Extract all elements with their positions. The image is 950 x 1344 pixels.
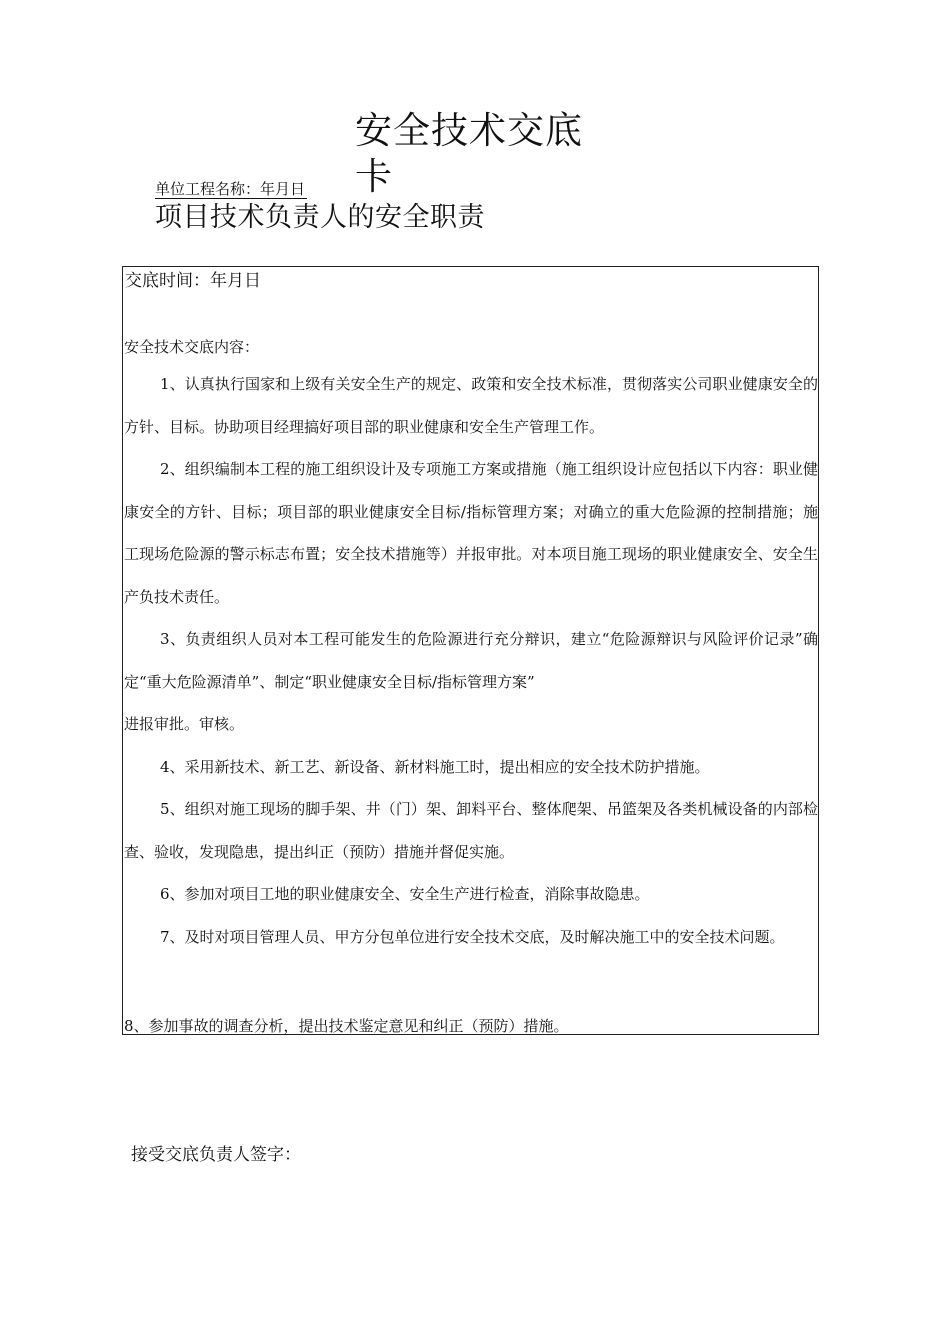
box-divider-line [818,291,819,333]
duty-items-list [124,363,818,958]
content-label: 安全技术交底内容： [124,338,260,356]
duty-item-4: 4、采用新技术、新工艺、新设备、新材料施工时，提出相应的安全技术防护措施。 [160,757,710,776]
duty-item-6: 6、参加对项目工地的职业健康安全、安全生产进行检查，消除事故隐患。 [160,885,650,903]
duty-item-3: 3、负责组织人员对本工程可能发生的危险源进行充分辩识，建立“危险源辩识与风险评价记录”确定“重大危险源清单”、制定“职业健康安全目标/指标管理方案” [124,630,818,691]
duty-item-7: 7、及时对项目管理人员、甲方分包单位进行安全技术交底，及时解决施工中的安全技术问题。 [160,927,785,946]
signature-label: 接受交底负责人签字： [131,1145,301,1165]
disclosure-time: 交底时间：年月日 [125,271,261,291]
document-subtitle: 项目技术负责人的安全职责 [155,202,485,233]
duty-item-1: 1、认真执行国家和上级有关安全生产的规定、政策和安全技术标准，贯彻落实公司职业健康安全的方针、目标。协助项目经理搞好项目部的职业健康和安全生产管理工作。 [124,375,818,436]
disclosure-content-box [122,266,819,1035]
document-title: 安全技术交底卡 [355,109,583,198]
duty-item-2: 2、组织编制本工程的施工组织设计及专项施工方案或措施（施工组织设计应包括以下内容：职业健康安全的方针、目标；项目部的职业健康安全目标/指标管理方案；对确立的重大危险源的控制措施；施工现场危险源的警示标志布置；安全技术措施等）并报审批。对本项目施工现场的职业健康安全、安全生产负技术责任。 [124,460,818,606]
unit-project-name-line: 单位工程名称：年月日 [155,180,306,198]
duty-item-8: 8、参加事故的调查分析，提出技术鉴定意见和纠正（预防）措施。 [124,1017,569,1035]
duty-item-3-continued: 进报审批。审核。 [124,715,245,733]
duty-item-5: 5、组织对施工现场的脚手架、井（门）架、卸料平台、整体爬架、吊篮架及各类机械设备的内部检查、验收，发现隐患，提出纠正（预防）措施并督促实施。 [124,800,818,861]
